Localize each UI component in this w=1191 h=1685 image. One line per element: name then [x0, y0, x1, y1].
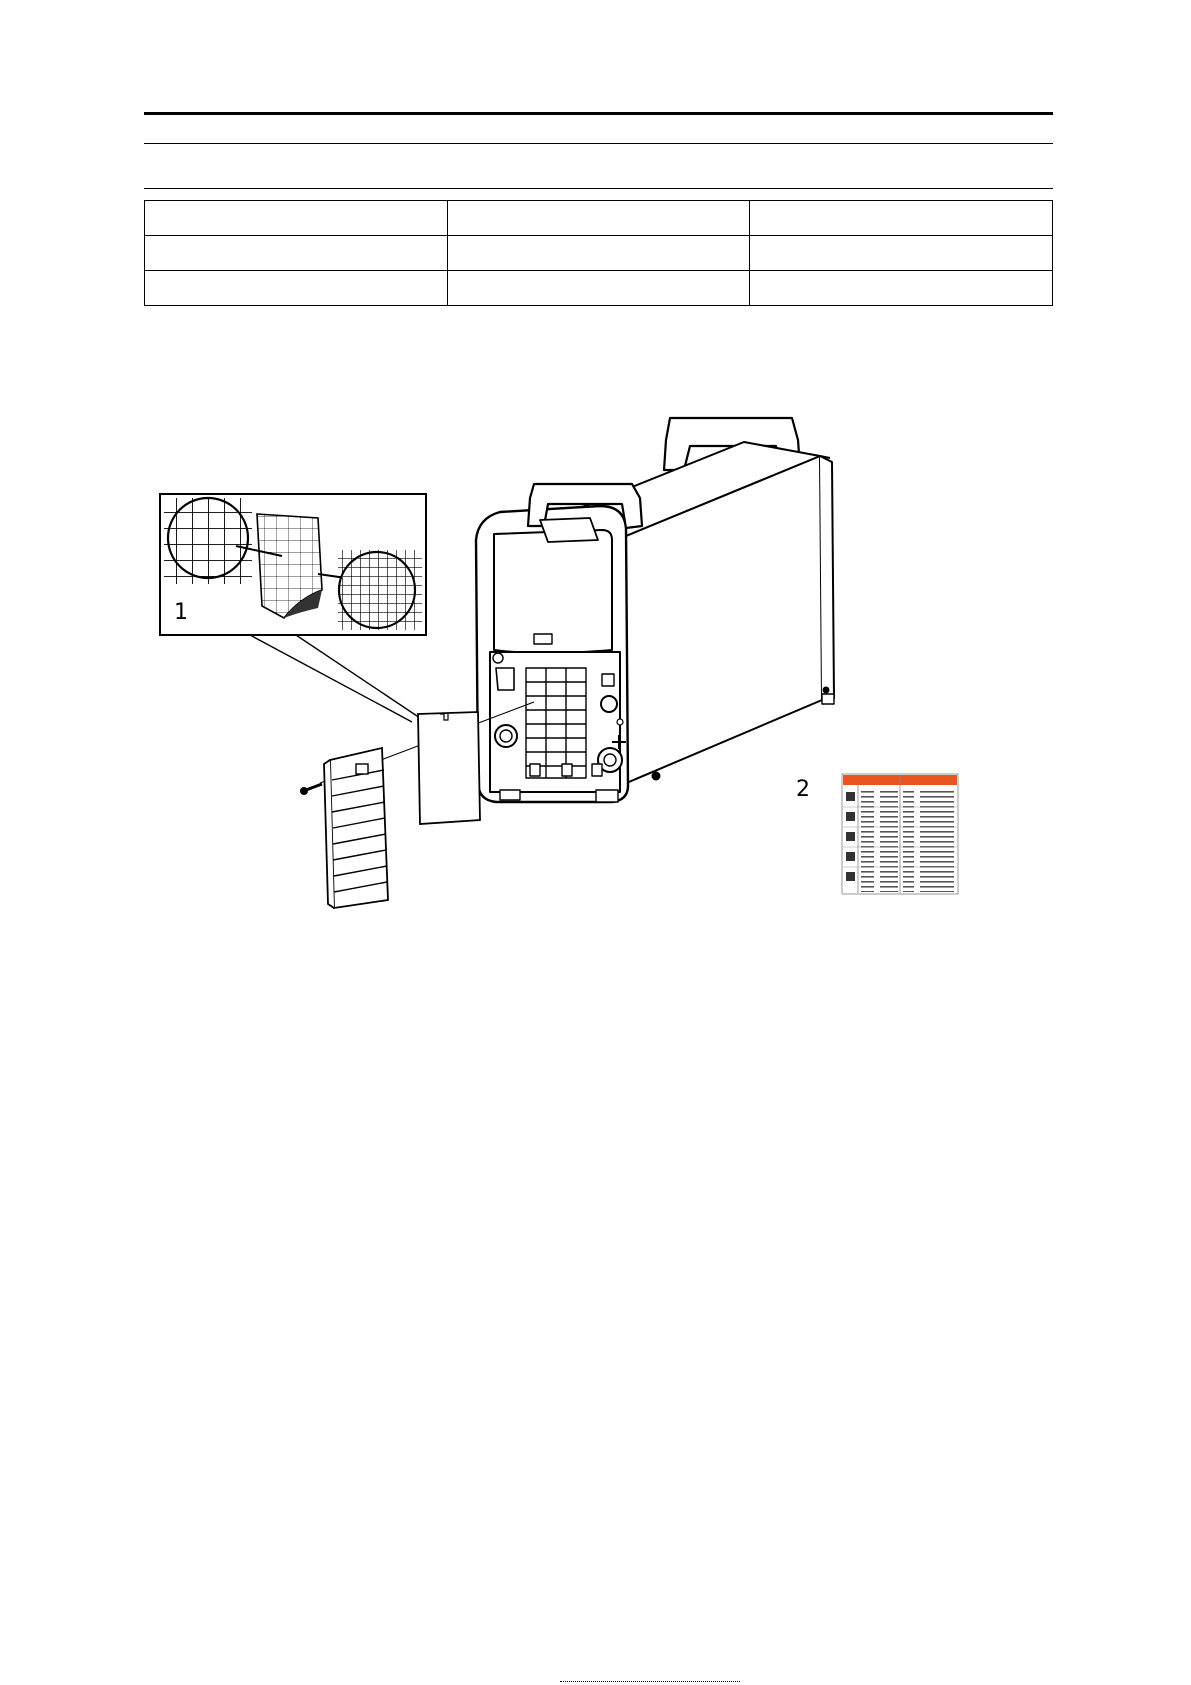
filter-mesh-detail-icon: [160, 494, 426, 635]
front-grille-icon: [324, 748, 388, 908]
warning-label-sticker-icon: [842, 774, 958, 894]
leader-line: [296, 635, 420, 718]
leader-line: [250, 635, 412, 722]
callout-number-1: 1: [174, 600, 188, 625]
footer-rule: [560, 1681, 740, 1684]
screw-icon: [300, 784, 322, 795]
filter-pad-icon: [418, 712, 480, 824]
welding-machine-illustration-icon: [476, 418, 834, 802]
callout-number-2: 2: [796, 777, 810, 802]
